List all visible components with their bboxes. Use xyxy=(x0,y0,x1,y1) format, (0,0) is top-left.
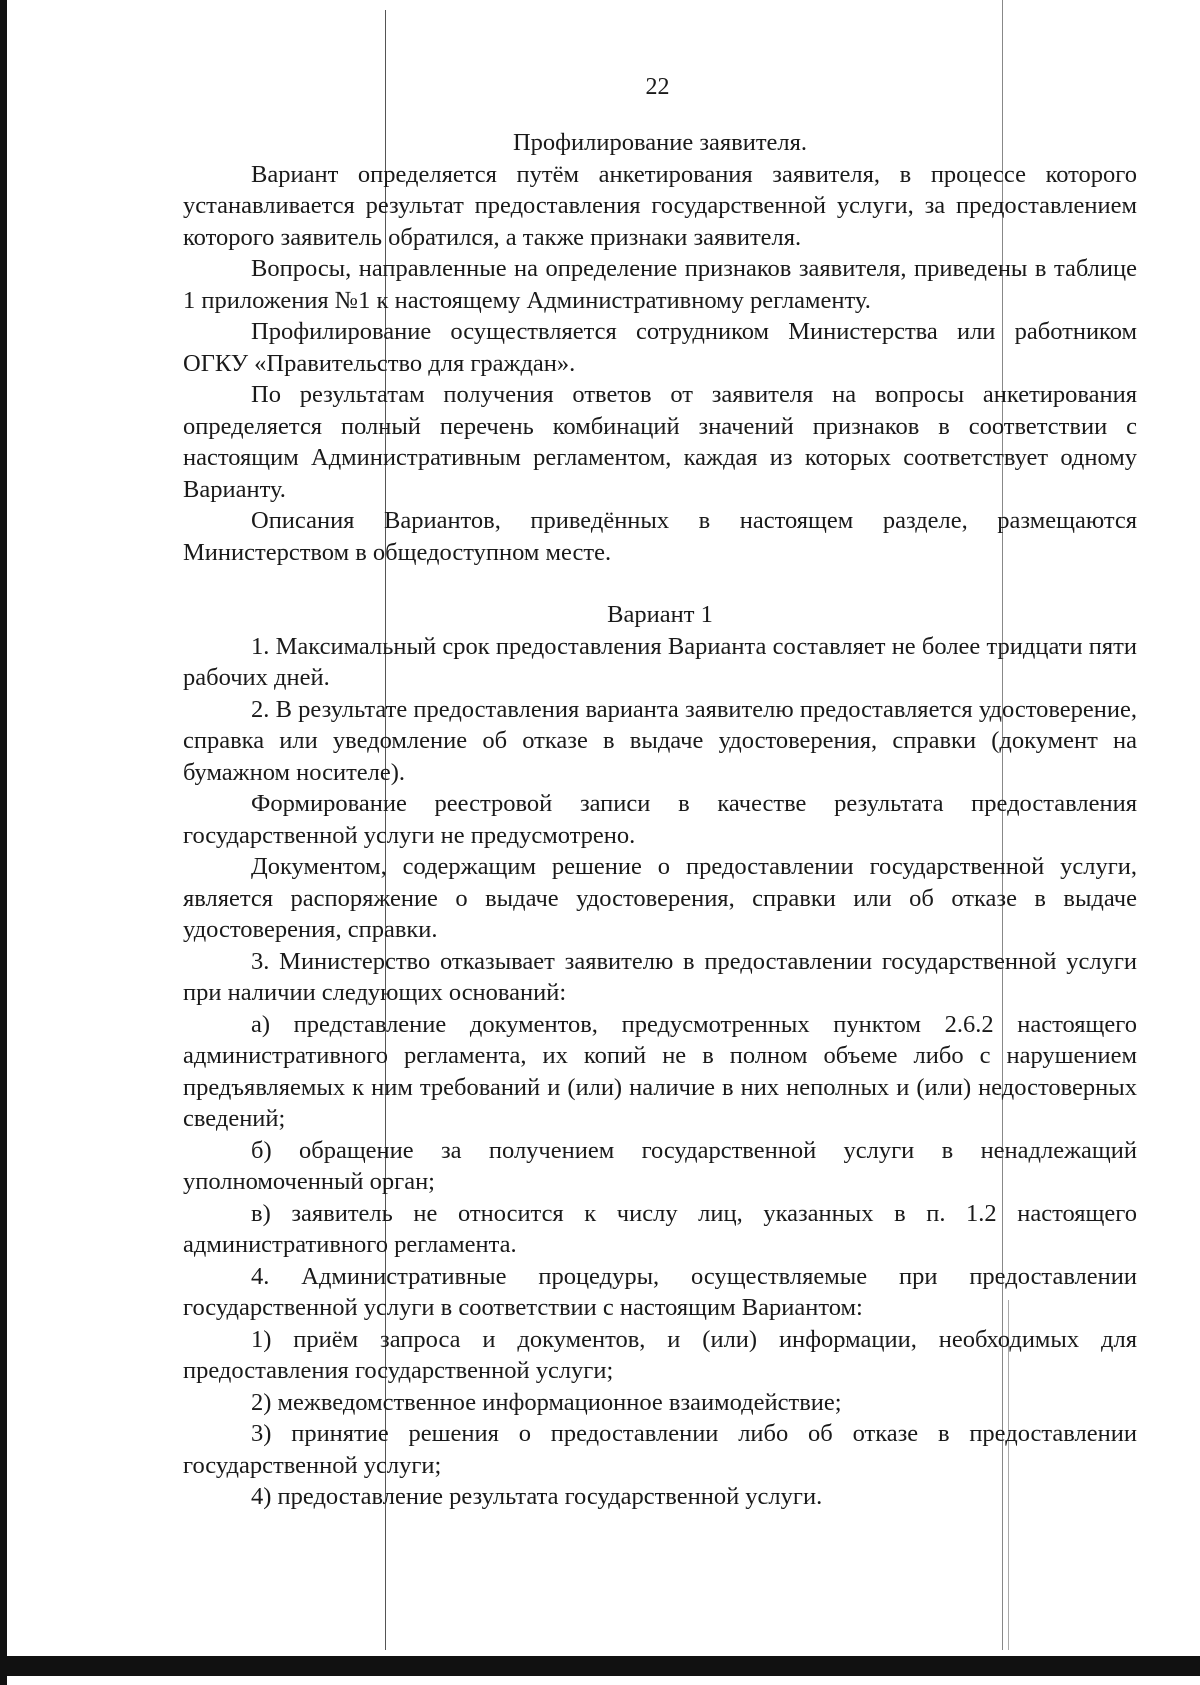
list-item: б) обращение за получением государственной услуги в ненадлежащий уполномоченный орган; xyxy=(183,1136,1137,1195)
list-item: в) заявитель не относится к числу лиц, указанных в п. 1.2 настоящего административного регламента. xyxy=(183,1199,1137,1258)
list-item: 4) предоставление результата государственной услуги. xyxy=(251,1483,823,1510)
paragraph: 3. Министерство отказывает заявителю в предоставлении государственной услуги при наличии следующих оснований: xyxy=(183,947,1137,1006)
paragraph: Профилирование осуществляется сотрудником Министерства или работником ОГКУ «Правительство для граждан». xyxy=(183,318,1137,377)
scan-bottom-edge xyxy=(0,1656,1200,1676)
paragraph: 2. В результате предоставления варианта заявителю предоставляется удостоверение, справка или уведомление об отказе в выдаче удостоверения, справки (документ на бумажном носителе). xyxy=(183,695,1137,786)
paragraph: 1. Максимальный срок предоставления Варианта составляет не более тридцати пяти рабочих дней. xyxy=(183,632,1137,691)
paragraph: 4. Административные процедуры, осуществляемые при предоставлении государственной услуги в соответствии с настоящим Вариантом: xyxy=(183,1262,1137,1321)
section-heading-profiling: Профилирование заявителя. xyxy=(512,129,808,156)
scan-left-edge xyxy=(0,0,7,1685)
paragraph: Формирование реестровой записи в качестве результата предоставления государственной услуги не предусмотрено. xyxy=(183,790,1137,849)
paragraph: Описания Вариантов, приведённых в настоящем разделе, размещаются Министерством в общедоступном месте. xyxy=(183,507,1137,566)
paragraph: Вопросы, направленные на определение признаков заявителя, приведены в таблице 1 приложения №1 к настоящему Административному регламенту. xyxy=(183,255,1137,314)
paragraph: Документом, содержащим решение о предоставлении государственной услуги, является распоряжение о выдаче удостоверения, справки или об отказе в выдаче удостоверения, справки. xyxy=(183,853,1137,943)
page-number: 22 xyxy=(645,74,670,100)
list-item: 3) принятие решения о предоставлении либо об отказе в предоставлении государственной услуги; xyxy=(183,1420,1137,1479)
list-item: 1) приём запроса и документов, и (или) информации, необходимых для предоставления государственной услуги; xyxy=(183,1325,1137,1384)
document-body xyxy=(183,127,1137,1513)
list-item: 2) межведомственное информационное взаимодействие; xyxy=(251,1388,842,1416)
list-item: а) представление документов, предусмотренных пунктом 2.6.2 настоящего административного регламента, их копий не в полном объеме либо с нарушением предъявляемых к ним требований и (или) наличие в них неполных и (или) недостоверных сведений; xyxy=(183,1010,1137,1132)
section-heading-variant-1: Вариант 1 xyxy=(607,601,713,628)
paragraph: Вариант определяется путём анкетирования заявителя, в процессе которого устанавливается результат предоставления государственной услуги, за предоставлением которого заявитель обратился, а также признаки заявителя. xyxy=(183,160,1137,251)
section-gap xyxy=(183,568,1137,599)
paragraph: По результатам получения ответов от заявителя на вопросы анкетирования определяется полный перечень комбинаций значений признаков в соответствии с настоящим Административным регламентом, каждая из которых соответствует одному Варианту. xyxy=(183,381,1137,503)
